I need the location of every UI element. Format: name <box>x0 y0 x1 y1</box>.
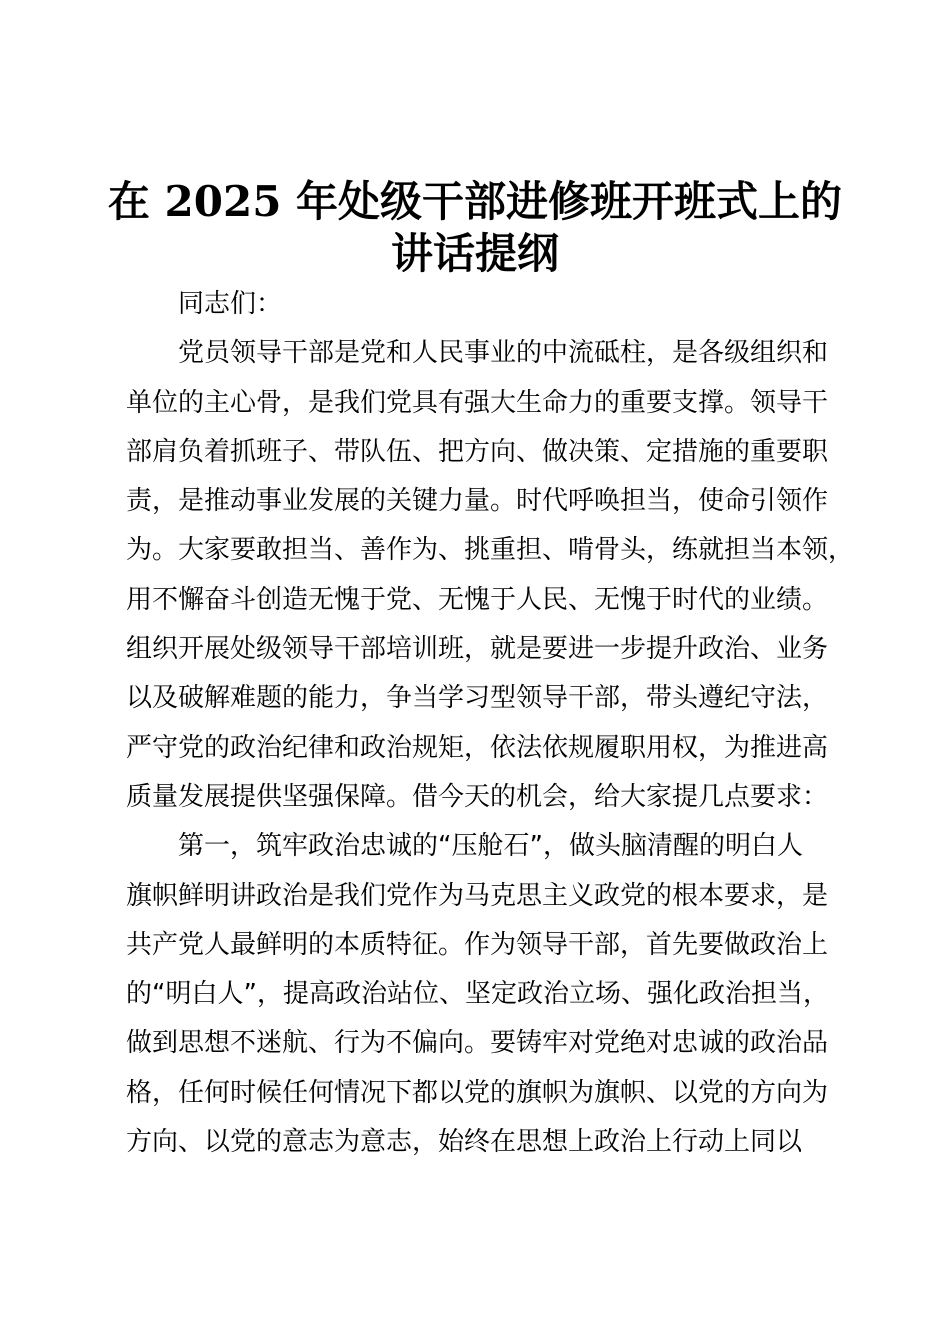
text-line: 格，任何时候任何情况下都以党的旗帜为旗帜、以党的方向为 <box>126 1077 829 1108</box>
text-line: 做到思想不迷航、行为不偏向。要铸牢对党绝对忠诚的政治品 <box>126 1028 829 1059</box>
section-heading: 第一，筑牢政治忠诚的“压舱石”，做头脑清醒的明白人 <box>178 831 803 862</box>
text-line: 党员领导干部是党和人民事业的中流砥柱，是各级组织和 <box>178 338 829 369</box>
salutation: 同志们： <box>178 289 283 319</box>
text-line: 组织开展处级领导干部培训班，就是要进一步提升政治、业务 <box>126 634 829 665</box>
text-line: 以及破解难题的能力，争当学习型领导干部，带头遵纪守法， <box>126 683 829 714</box>
text-line: 用不懈奋斗创造无愧于党、无愧于人民、无愧于时代的业绩。 <box>126 584 829 615</box>
text-line: 方向、以党的意志为意志，始终在思想上政治上行动上同以 <box>126 1127 803 1158</box>
text-line: 单位的主心骨，是我们党具有强大生命力的重要支撑。领导干 <box>126 387 829 418</box>
document-title <box>100 176 850 280</box>
title-line-1: 在 2025 年处级干部进修班开班式上的 <box>107 177 843 226</box>
title-line-2: 讲话提纲 <box>390 229 559 278</box>
text-line: 质量发展提供坚强保障。借今天的机会，给大家提几点要求： <box>126 781 829 812</box>
document-body <box>126 280 855 1167</box>
text-line: 旗帜鲜明讲政治是我们党作为马克思主义政党的根本要求，是 <box>126 880 829 911</box>
text-line: 严守党的政治纪律和政治规矩，依法依规履职用权，为推进高 <box>126 732 829 763</box>
text-line: 责，是推动事业发展的关键力量。时代呼唤担当，使命引领作 <box>126 486 829 517</box>
text-line: 部肩负着抓班子、带队伍、把方向、做决策、定措施的重要职 <box>126 436 829 467</box>
text-line: 为。大家要敢担当、善作为、挑重担、啃骨头，练就担当本领， <box>126 535 855 566</box>
text-line: 的“明白人”，提高政治站位、坚定政治立场、强化政治担当， <box>126 979 829 1010</box>
text-line: 共产党人最鲜明的本质特征。作为领导干部，首先要做政治上 <box>126 929 829 960</box>
